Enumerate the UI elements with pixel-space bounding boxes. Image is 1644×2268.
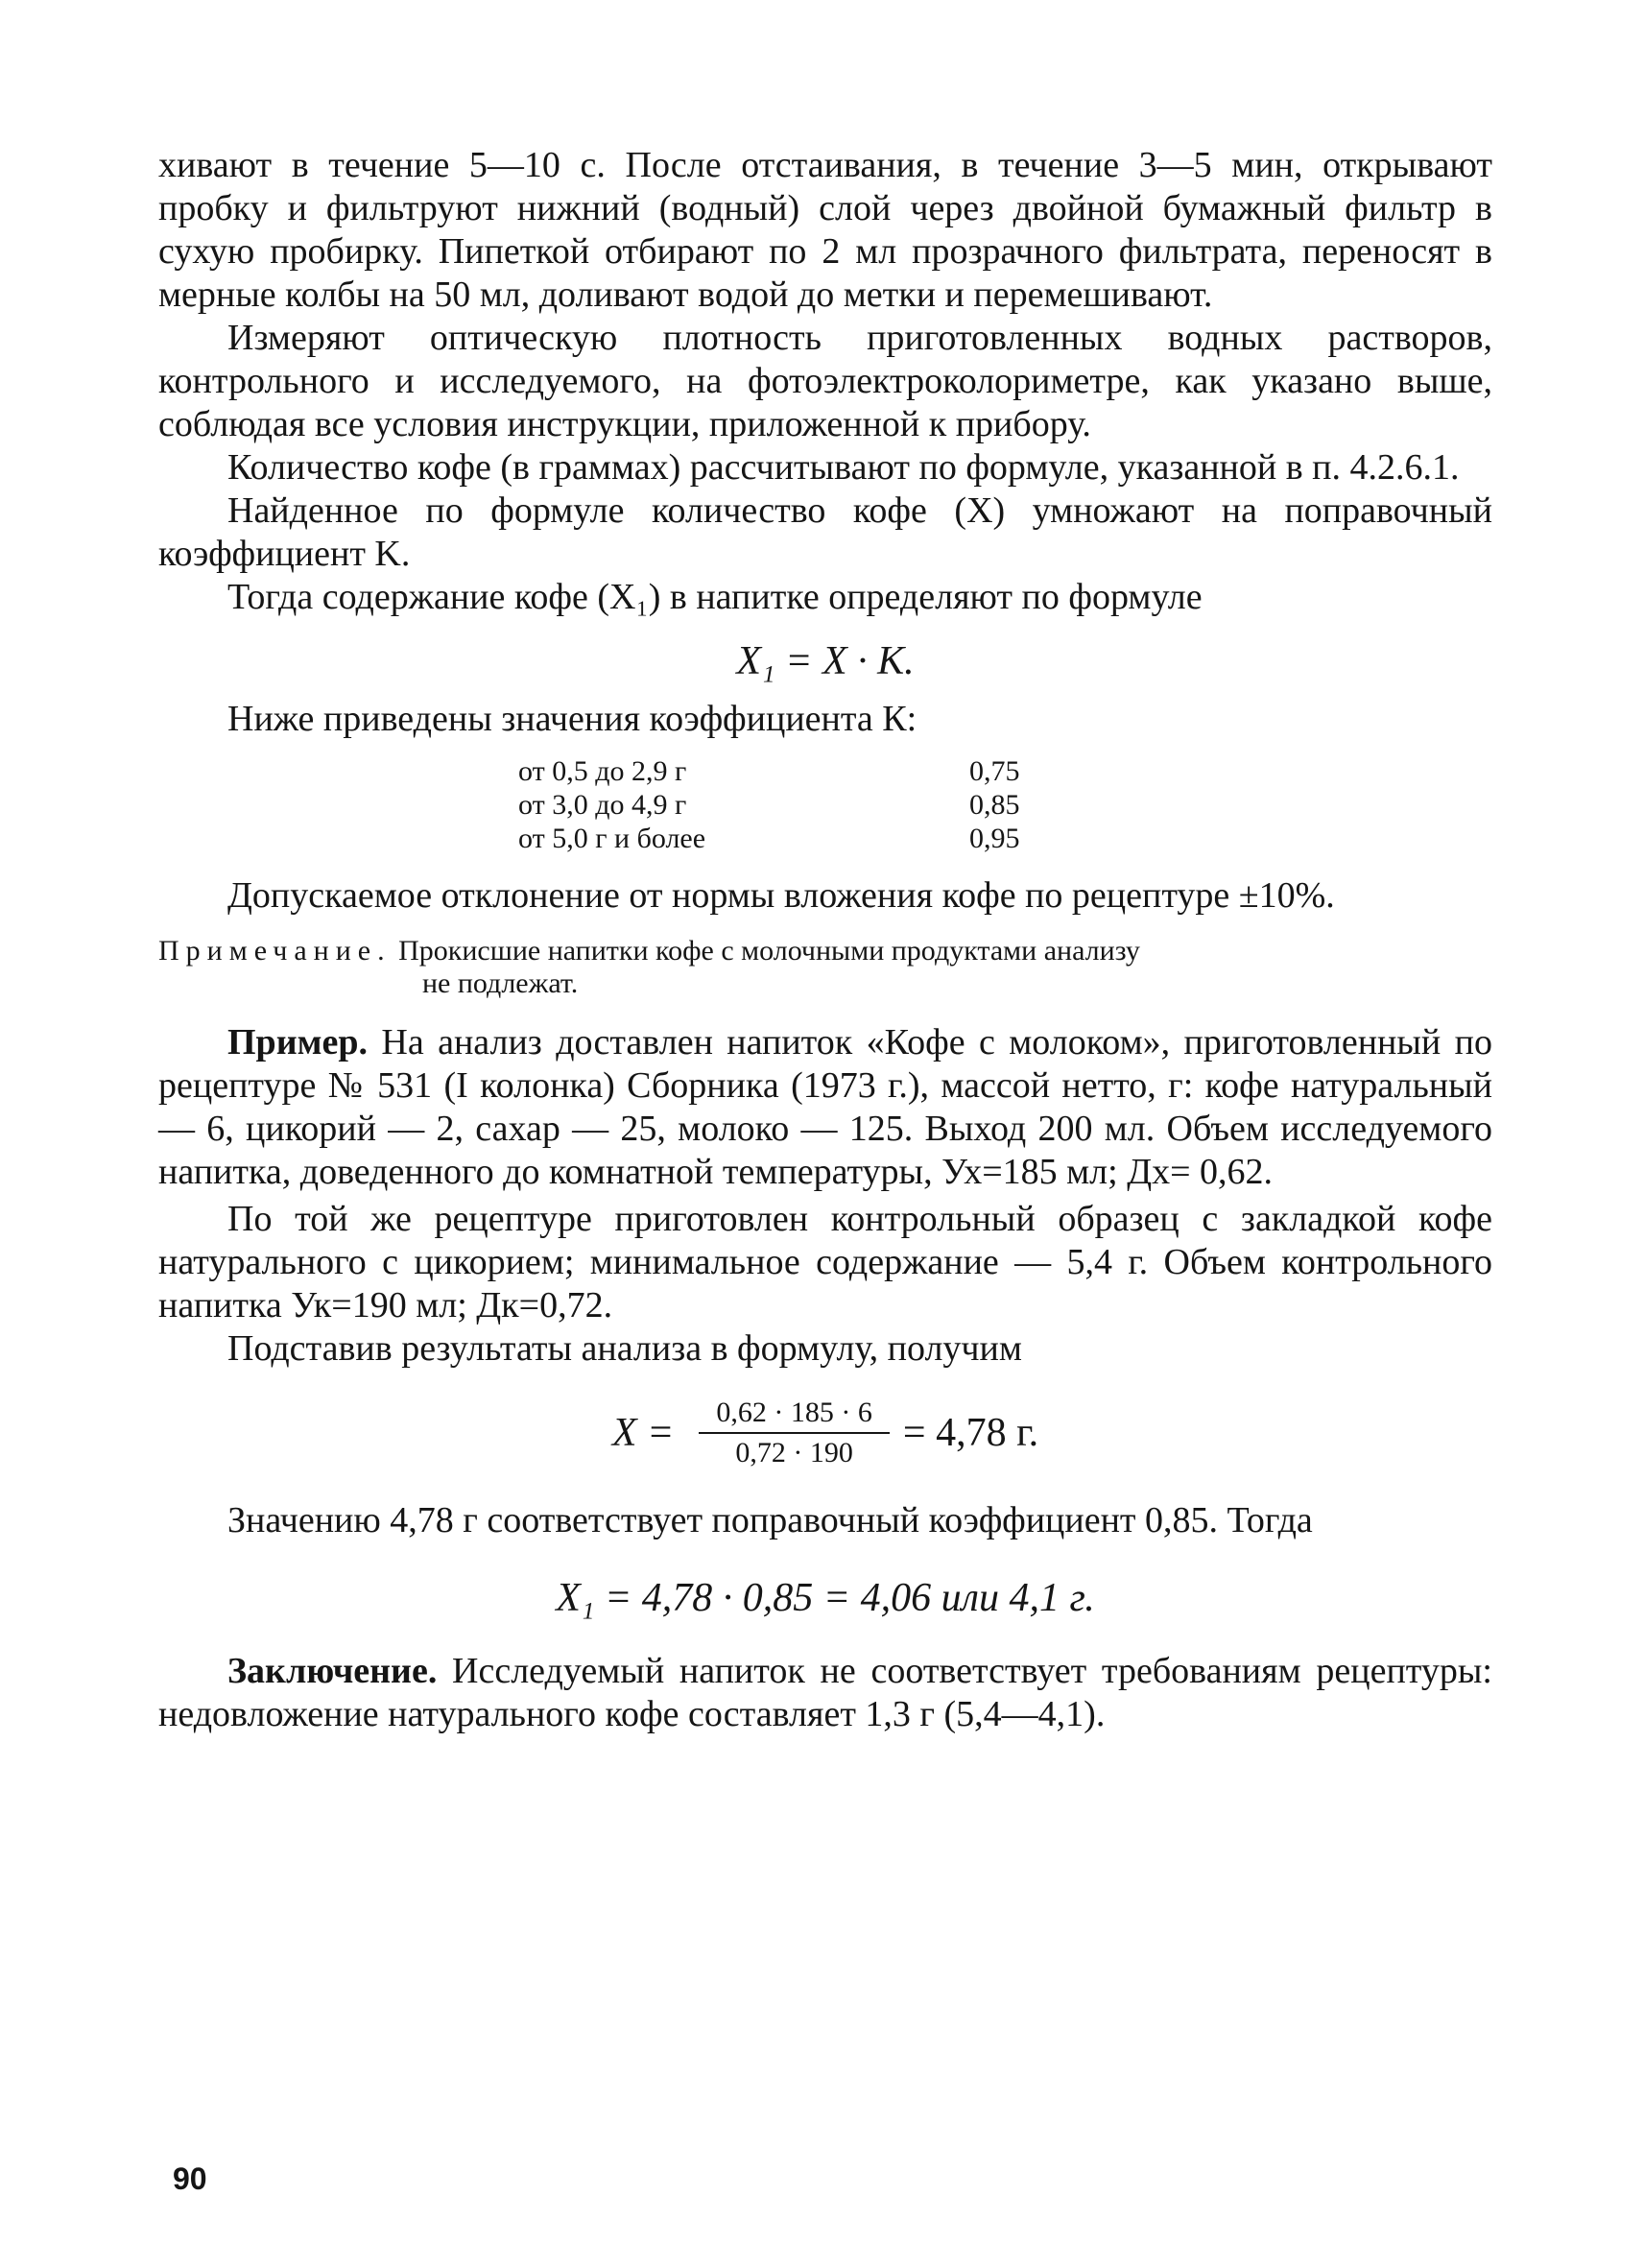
k-coefficient-table	[518, 754, 1020, 855]
paragraph: хивают в течение 5—10 с. После отстаивания, в течение 3—5 мин, открывают пробку и фильтруют нижний (водный) слой через двойной бумажный фильтр в сухую пробирку. Пипеткой отбирают по 2 мл прозрачного фильтрата, переносят в мерные колбы на 50 мл, доливают водой до метки и перемешивают.	[158, 145, 1492, 315]
table-cell-k: 0,95	[969, 823, 1020, 854]
note-text: Прокисшие напитки кофе с молочными продуктами анализу	[398, 935, 1140, 967]
table-cell-range: от 5,0 г и более	[518, 823, 706, 854]
paragraph: Подставив результаты анализа в формулу, получим	[227, 1328, 1022, 1369]
fraction-denominator: 0,72 · 190	[735, 1437, 853, 1468]
fraction	[699, 1396, 889, 1470]
formula-rhs: = 4,78 г.	[902, 1411, 1039, 1455]
table-cell-range: от 3,0 до 4,9 г	[518, 789, 687, 821]
example-text: На анализ доставлен напиток «Кофе с молоком», приготовленный по рецептуре № 531 (I колонка) Сборника (1973 г.), массой нетто, г: кофе натуральный — 6, цикорий — 2, сахар — 25, молоко — 125. Выход 200 мл. Объем исследуемого напитка, доведенного до комнатной температуры, Ух=185 мл; Дх= 0,62.	[158, 1022, 1492, 1192]
formula-x1-result: X₁ = 4,78 · 0,85 = 4,06 или 4,1 г.	[556, 1576, 1095, 1620]
paragraph: Тогда содержание кофе (X₁) в напитке определяют по формуле	[227, 577, 1203, 617]
table-cell-k: 0,75	[969, 755, 1020, 787]
paragraph: Найденное по формуле количество кофе (X) умножают на поправочный коэффициент K.	[158, 490, 1492, 574]
page-number: 90	[173, 2161, 207, 2196]
paragraph: Значению 4,78 г соответствует поправочный коэффициент 0,85. Тогда	[227, 1500, 1313, 1540]
formula-lhs: X =	[611, 1411, 675, 1455]
table-row	[518, 788, 1020, 822]
paragraph: Количество кофе (в граммах) рассчитывают по формуле, указанной в п. 4.2.6.1.	[227, 447, 1460, 488]
paragraph: Допускаемое отклонение от нормы вложения кофе по рецептуре ±10%.	[227, 875, 1335, 916]
page-body	[158, 144, 1492, 2217]
paragraph: Измеряют оптическую плотность приготовленных водных растворов, контрольного и исследуемого, на фотоэлектроколориметре, как указано выше, соблюдая все условия инструкции, приложенной к прибору.	[158, 318, 1492, 444]
table-cell-range: от 0,5 до 2,9 г	[518, 755, 687, 787]
note	[158, 935, 1492, 1000]
note-continuation: не подлежат.	[422, 967, 579, 999]
table-row	[518, 754, 1020, 788]
paragraph: Ниже приведены значения коэффициента К:	[227, 699, 917, 739]
paragraph: По той же рецептуре приготовлен контрольный образец с закладкой кофе натурального с цикорием; минимальное содержание — 5,4 г. Объем контрольного напитка Ук=190 мл; Дк=0,72.	[158, 1199, 1492, 1325]
conclusion-label: Заключение.	[227, 1651, 438, 1691]
fraction-numerator: 0,62 · 185 · 6	[699, 1396, 889, 1434]
conclusion-text: Исследуемый напиток не соответствует требованиям рецептуры: недовложение натурального кофе составляет 1,3 г (5,4—4,1).	[158, 1651, 1492, 1734]
example-label: Пример.	[227, 1022, 368, 1062]
table-cell-k: 0,85	[969, 789, 1020, 821]
formula-x1: X₁ = X · K.	[736, 639, 915, 683]
conclusion-paragraph	[158, 1650, 1492, 1736]
note-label: Примечание.	[158, 935, 392, 967]
table-row	[518, 822, 1020, 855]
example-paragraph	[158, 1021, 1492, 1194]
formula-x	[158, 1396, 1492, 1470]
